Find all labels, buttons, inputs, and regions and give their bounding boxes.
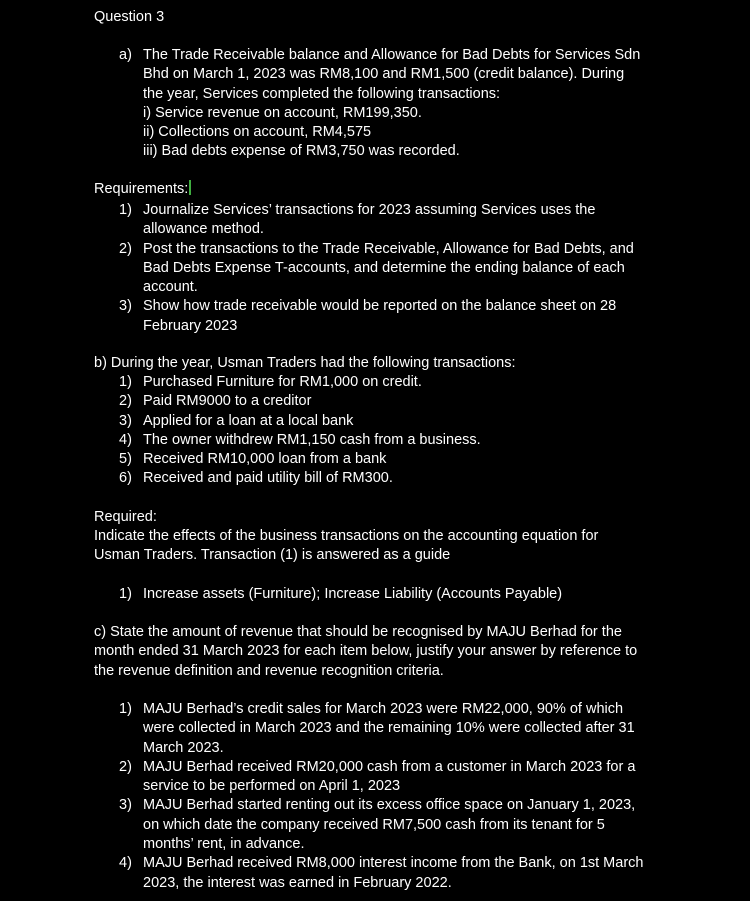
item-number: 2) bbox=[119, 240, 132, 257]
item-number: 2) bbox=[119, 758, 132, 775]
item-line: MAJU Berhad started renting out its excess office space on January 1, 2023, bbox=[143, 797, 636, 814]
item-line: Bad Debts Expense T-accounts, and determine the ending balance of each bbox=[143, 259, 625, 276]
list-item bbox=[119, 450, 739, 469]
item-text: Applied for a loan at a local bank bbox=[143, 412, 354, 429]
list-item bbox=[119, 392, 739, 411]
item-line: MAJU Berhad’s credit sales for March 2023 were RM22,000, 90% of which bbox=[143, 701, 624, 717]
list-item bbox=[119, 431, 739, 450]
part-b-intro: b) During the year, Usman Traders had the following transactions: bbox=[94, 355, 516, 371]
item-text: Increase assets (Furniture); Increase Liability (Accounts Payable) bbox=[143, 586, 563, 602]
required-heading: Required: bbox=[94, 509, 157, 525]
list-item bbox=[119, 585, 739, 604]
item-number: 3) bbox=[119, 797, 132, 814]
required-line: Usman Traders. Transaction (1) is answered as a guide bbox=[94, 547, 451, 564]
item-number: 2) bbox=[119, 393, 132, 410]
list-item bbox=[119, 297, 739, 336]
item-text: The owner withdrew RM1,150 cash from a business. bbox=[143, 431, 481, 448]
list-item bbox=[119, 412, 739, 431]
item-text: Paid RM9000 to a creditor bbox=[143, 393, 312, 410]
list-item bbox=[119, 854, 744, 893]
item-line: Post the transactions to the Trade Receivable, Allowance for Bad Debts, and bbox=[143, 240, 634, 257]
part-a-line: i) Service revenue on account, RM199,350. bbox=[143, 104, 422, 121]
part-a-line: iii) Bad debts expense of RM3,750 was recorded. bbox=[143, 143, 460, 160]
item-line: were collected in March 2023 and the remaining 10% were collected after 31 bbox=[143, 720, 635, 737]
part-a-line: the year, Services completed the following transactions: bbox=[143, 85, 501, 102]
item-line: MAJU Berhad received RM8,000 interest income from the Bank, on 1st March bbox=[143, 855, 644, 872]
item-number: 5) bbox=[119, 451, 132, 468]
item-line: allowance method. bbox=[143, 221, 264, 238]
item-number: 4) bbox=[119, 431, 132, 448]
example-answer bbox=[119, 585, 739, 604]
part-a bbox=[119, 46, 739, 162]
item-text: Received and paid utility bill of RM300. bbox=[143, 470, 393, 487]
question-title: Question 3 bbox=[94, 9, 165, 25]
list-item bbox=[119, 700, 744, 758]
part-c-line: the revenue definition and revenue recognition criteria. bbox=[94, 662, 444, 679]
list-item bbox=[119, 469, 739, 488]
item-line: MAJU Berhad received RM20,000 cash from a customer in March 2023 for a bbox=[143, 758, 636, 775]
item-line: account. bbox=[143, 279, 198, 296]
item-number: 1) bbox=[119, 701, 132, 717]
item-number: 3) bbox=[119, 412, 132, 429]
item-number: 1) bbox=[119, 586, 132, 602]
list-item bbox=[119, 373, 739, 392]
required-line: Indicate the effects of the business transactions on the accounting equation for bbox=[94, 528, 599, 544]
item-line: months’ rent, in advance. bbox=[143, 836, 305, 853]
part-c-list bbox=[119, 700, 744, 893]
list-item bbox=[119, 201, 739, 240]
item-line: March 2023. bbox=[143, 739, 224, 756]
requirements-list bbox=[119, 201, 739, 336]
part-c-line: month ended 31 March 2023 for each item below, justify your answer by reference to bbox=[94, 643, 638, 660]
list-item bbox=[119, 240, 739, 298]
item-number: 1) bbox=[119, 374, 132, 390]
required-text bbox=[94, 527, 734, 566]
requirements-heading-text: Requirements: bbox=[94, 181, 189, 197]
list-item bbox=[119, 758, 744, 797]
part-a-line: ii) Collections on account, RM4,575 bbox=[143, 124, 372, 141]
item-line: February 2023 bbox=[143, 317, 238, 334]
part-a-line: Bhd on March 1, 2023 was RM8,100 and RM1,500 (credit balance). During bbox=[143, 66, 625, 83]
item-number: 4) bbox=[119, 855, 132, 872]
requirements-heading bbox=[94, 180, 191, 199]
item-number: 1) bbox=[119, 202, 132, 218]
part-a-line: The Trade Receivable balance and Allowance for Bad Debts for Services Sdn bbox=[143, 47, 641, 63]
part-c-intro bbox=[94, 623, 744, 681]
item-line: Journalize Services’ transactions for 2023 assuming Services uses the bbox=[143, 202, 596, 218]
part-a-label: a) bbox=[119, 47, 132, 63]
item-line: Show how trade receivable would be reported on the balance sheet on 28 bbox=[143, 298, 617, 315]
list-item bbox=[119, 796, 744, 854]
item-text: Purchased Furniture for RM1,000 on credit. bbox=[143, 374, 422, 390]
item-text: Received RM10,000 loan from a bank bbox=[143, 451, 387, 468]
item-line: service to be performed on April 1, 2023 bbox=[143, 778, 401, 795]
item-number: 6) bbox=[119, 470, 132, 487]
part-b-list bbox=[119, 373, 739, 489]
item-line: 2023, the interest was earned in February 2022. bbox=[143, 874, 452, 891]
item-line: on which date the company received RM7,500 cash from its tenant for 5 bbox=[143, 816, 605, 833]
part-c-line: c) State the amount of revenue that should be recognised by MAJU Berhad for the bbox=[94, 624, 622, 640]
item-number: 3) bbox=[119, 298, 132, 315]
text-cursor bbox=[189, 180, 191, 195]
